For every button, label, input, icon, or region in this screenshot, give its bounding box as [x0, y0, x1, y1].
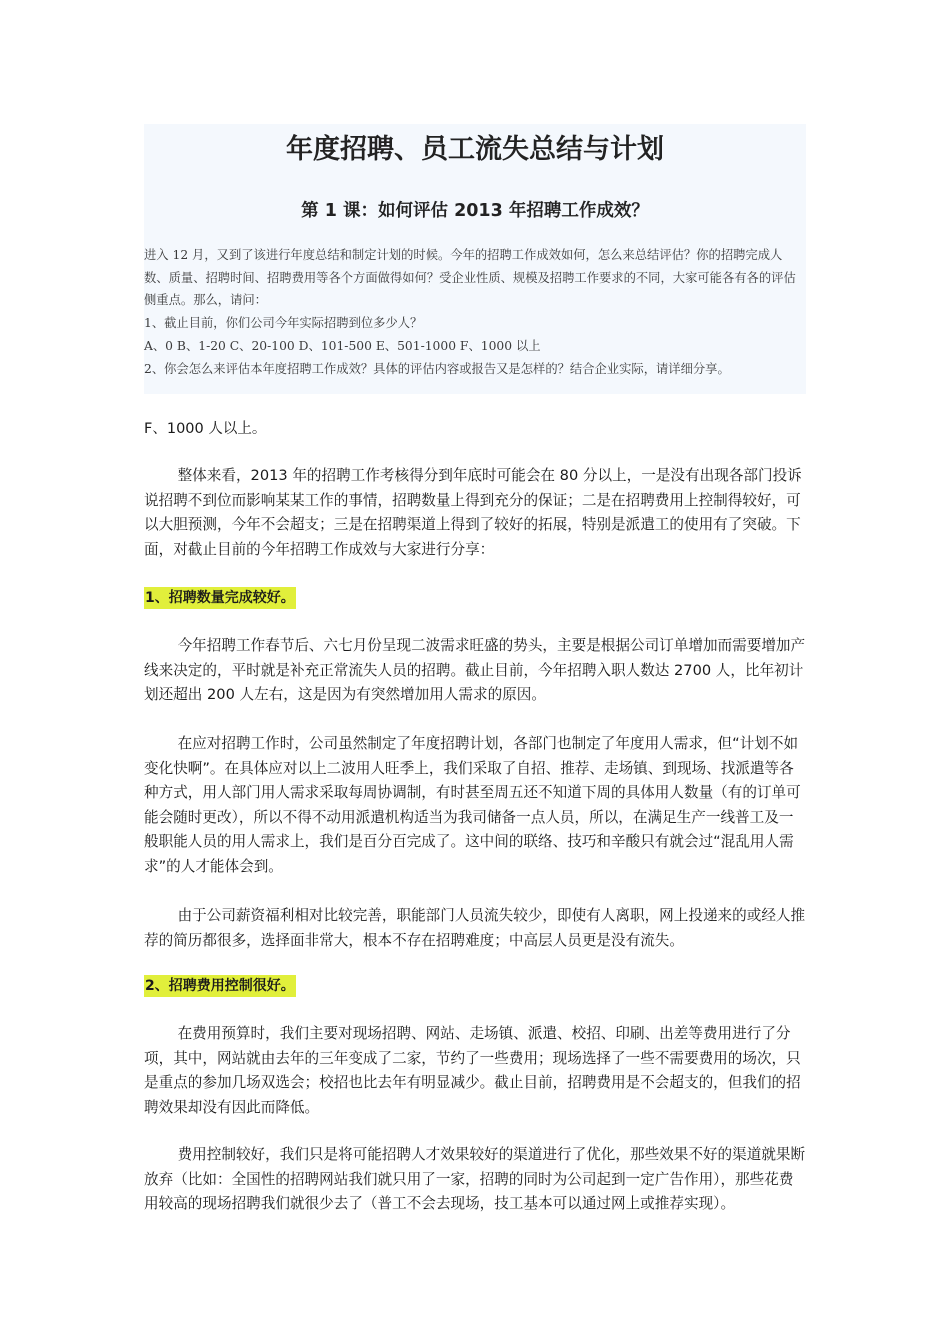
- section-heading-2: 2、招聘费用控制很好。: [144, 975, 296, 997]
- lesson-title: 第 1 课：如何评估 2013 年招聘工作成效？: [301, 201, 649, 221]
- section-2-paragraph-1: 在费用预算时，我们主要对现场招聘、网站、走场镇、派遣、校招、印刷、出差等费用进行了分项，其中，网站就由去年的三年变成了二家，节约了一些费用；现场选择了一些不需要费用的场次，只是重点的参加几场双选会；校招也比去年有明显减少。截止目前，招聘费用是不会超支的，但我们的招聘效果却没有因此而降低。: [144, 1025, 801, 1116]
- section-1-paragraph-1: 今年招聘工作春节后、六七月份呈现二波需求旺盛的势头，主要是根据公司订单增加而需要增加产线来决定的，平时就是补充正常流失人员的招聘。截止目前，今年招聘入职人数达 2700 人，比年初计划还超出 200 人左右，这是因为有突然增加用人需求的原因。: [144, 637, 806, 703]
- intro-paragraph: 进入 12 月，又到了该进行年度总结和制定计划的时候。今年的招聘工作成效如何，怎么来总结评估？你的招聘完成人数、质量、招聘时间、招聘费用等各个方面做得如何？受企业性质、规模及招聘工作要求的不同，大家可能各有各的评估侧重点。那么，请问：: [144, 248, 796, 308]
- intro-text: [144, 244, 806, 380]
- overview-paragraph: 整体来看，2013 年的招聘工作考核得分到年底时可能会在 80 分以上，一是没有出现各部门投诉说招聘不到位而影响某某工作的事情，招聘数量上得到充分的保证；二是在招聘费用上控制得较好，可以大胆预测，今年不会超支；三是在招聘渠道上得到了较好的拓展，特别是派遣工的使用有了突破。下面，对截止目前的今年招聘工作成效与大家进行分享：: [144, 467, 802, 558]
- section-heading-1: 1、招聘数量完成较好。: [144, 587, 296, 609]
- section-1-paragraph-2: 在应对招聘工作时，公司虽然制定了年度招聘计划，各部门也制定了年度用人需求，但“计划不如变化快啊”。在具体应对以上二波用人旺季上，我们采取了自招、推荐、走场镇、到现场、找派遣等各种方式，用人部门用人需求采取每周协调制，有时甚至周五还不知道下周的具体用人数量（有的订单可能会随时更改），所以不得不动用派遣机构适当为我司储备一点人员，所以，在满足生产一线普工及一般职能人员的用人需求上，我们是百分百完成了。这中间的联络、技巧和辛酸只有就会过“混乱用人需求”的人才能体会到。: [144, 735, 801, 875]
- question-2: 2、你会怎么来评估本年度招聘工作成效？具体的评估内容或报告又是怎样的？结合企业实际，请详细分享。: [144, 361, 730, 376]
- section-1-paragraph-3: 由于公司薪资福利相对比较完善，职能部门人员流失较少，即使有人离职，网上投递来的或经人推荐的简历都很多，选择面非常大，根本不存在招聘难度；中高层人员更是没有流失。: [144, 907, 806, 949]
- section-2-paragraph-2: 费用控制较好，我们只是将可能招聘人才效果较好的渠道进行了优化，那些效果不好的渠道就果断放弃（比如：全国性的招聘网站我们就只用了一家，招聘的同时为公司起到一定广告作用），那些花费用较高的现场招聘我们就很少去了（普工不会去现场，技工基本可以通过网上或推荐实现）。: [144, 1146, 806, 1212]
- answer-text: F、1000 人以上。: [144, 421, 267, 437]
- page-title: 年度招聘、员工流失总结与计划: [286, 134, 664, 165]
- question-1: 1、截止目前，你们公司今年实际招聘到位多少人？: [144, 316, 423, 331]
- question-1-options: A、0 B、1-20 C、20-100 D、101-500 E、501-1000 F、1000 以上: [144, 338, 541, 353]
